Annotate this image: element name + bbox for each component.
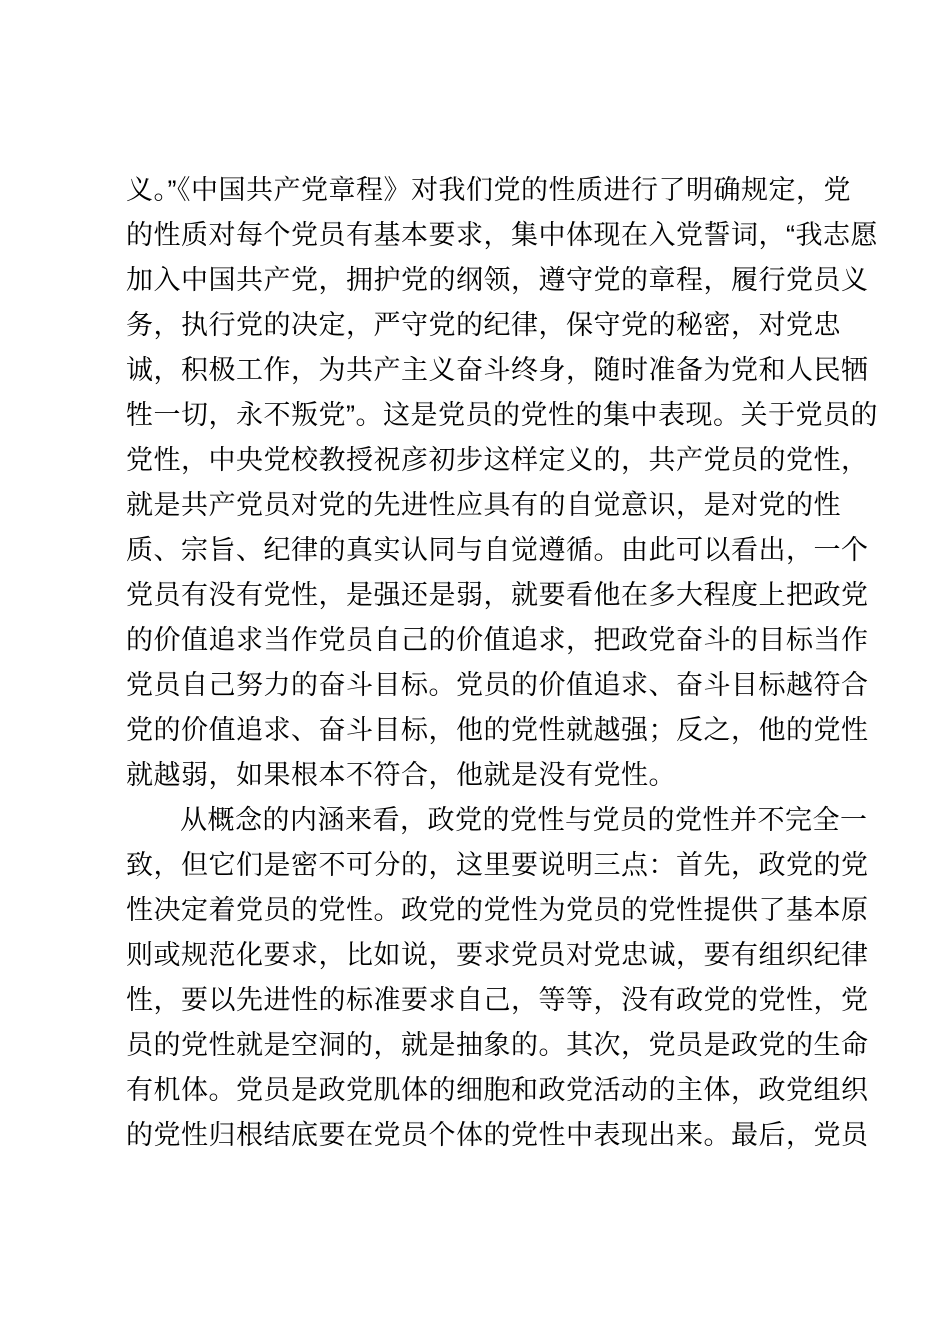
text-line: 就越弱，如果根本不符合，他就是没有党性。 (126, 760, 676, 790)
text-line: 的价值追求当作党员自己的价值追求，把政党奋斗的目标当作 (126, 625, 869, 655)
text-line: 加入中国共产党，拥护党的纲领，遵守党的章程，履行党员义 (126, 265, 869, 295)
text-line: 性，要以先进性的标准要求自己，等等，没有政党的党性，党 (126, 985, 869, 1015)
text-line: 义。”《中国共产党章程》对我们党的性质进行了明确规定，党 (126, 175, 851, 205)
text-line: 党员有没有党性，是强还是弱，就要看他在多大程度上把政党 (126, 580, 869, 610)
text-line: 党员自己努力的奋斗目标。党员的价值追求、奋斗目标越符合 (126, 670, 869, 700)
text-line: 的性质对每个党员有基本要求，集中体现在入党誓词，“我志愿 (126, 220, 878, 250)
paragraph-1 (126, 168, 878, 798)
text-line: 员的党性就是空洞的，就是抽象的。其次，党员是政党的生命 (126, 1030, 869, 1060)
text-line: 党的价值追求、奋斗目标，他的党性就越强；反之，他的党性 (126, 715, 869, 745)
text-line: 从概念的内涵来看，政党的党性与党员的党性并不完全一 (180, 805, 868, 835)
text-line: 性决定着党员的党性。政党的党性为党员的党性提供了基本原 (126, 895, 869, 925)
text-line: 党性，中央党校教授祝彦初步这样定义的，共产党员的党性， (126, 445, 869, 475)
text-line: 务，执行党的决定，严守党的纪律，保守党的秘密，对党忠 (126, 310, 841, 340)
text-line: 就是共产党员对党的先进性应具有的自觉意识，是对党的性 (126, 490, 841, 520)
text-line: 则或规范化要求，比如说，要求党员对党忠诚，要有组织纪律 (126, 940, 869, 970)
text-line: 致，但它们是密不可分的，这里要说明三点：首先，政党的党 (126, 850, 869, 880)
text-line: 牲一切，永不叛党”。这是党员的党性的集中表现。关于党员的 (126, 400, 878, 430)
paragraph-2 (126, 798, 869, 1158)
text-line: 的党性归根结底要在党员个体的党性中表现出来。最后，党员 (126, 1120, 869, 1150)
text-block (126, 168, 878, 1158)
text-line: 有机体。党员是政党肌体的细胞和政党活动的主体，政党组织 (126, 1075, 869, 1105)
text-line: 质、宗旨、纪律的真实认同与自觉遵循。由此可以看出，一个 (126, 535, 869, 565)
text-line: 诚，积极工作，为共产主义奋斗终身，随时准备为党和人民牺 (126, 355, 869, 385)
